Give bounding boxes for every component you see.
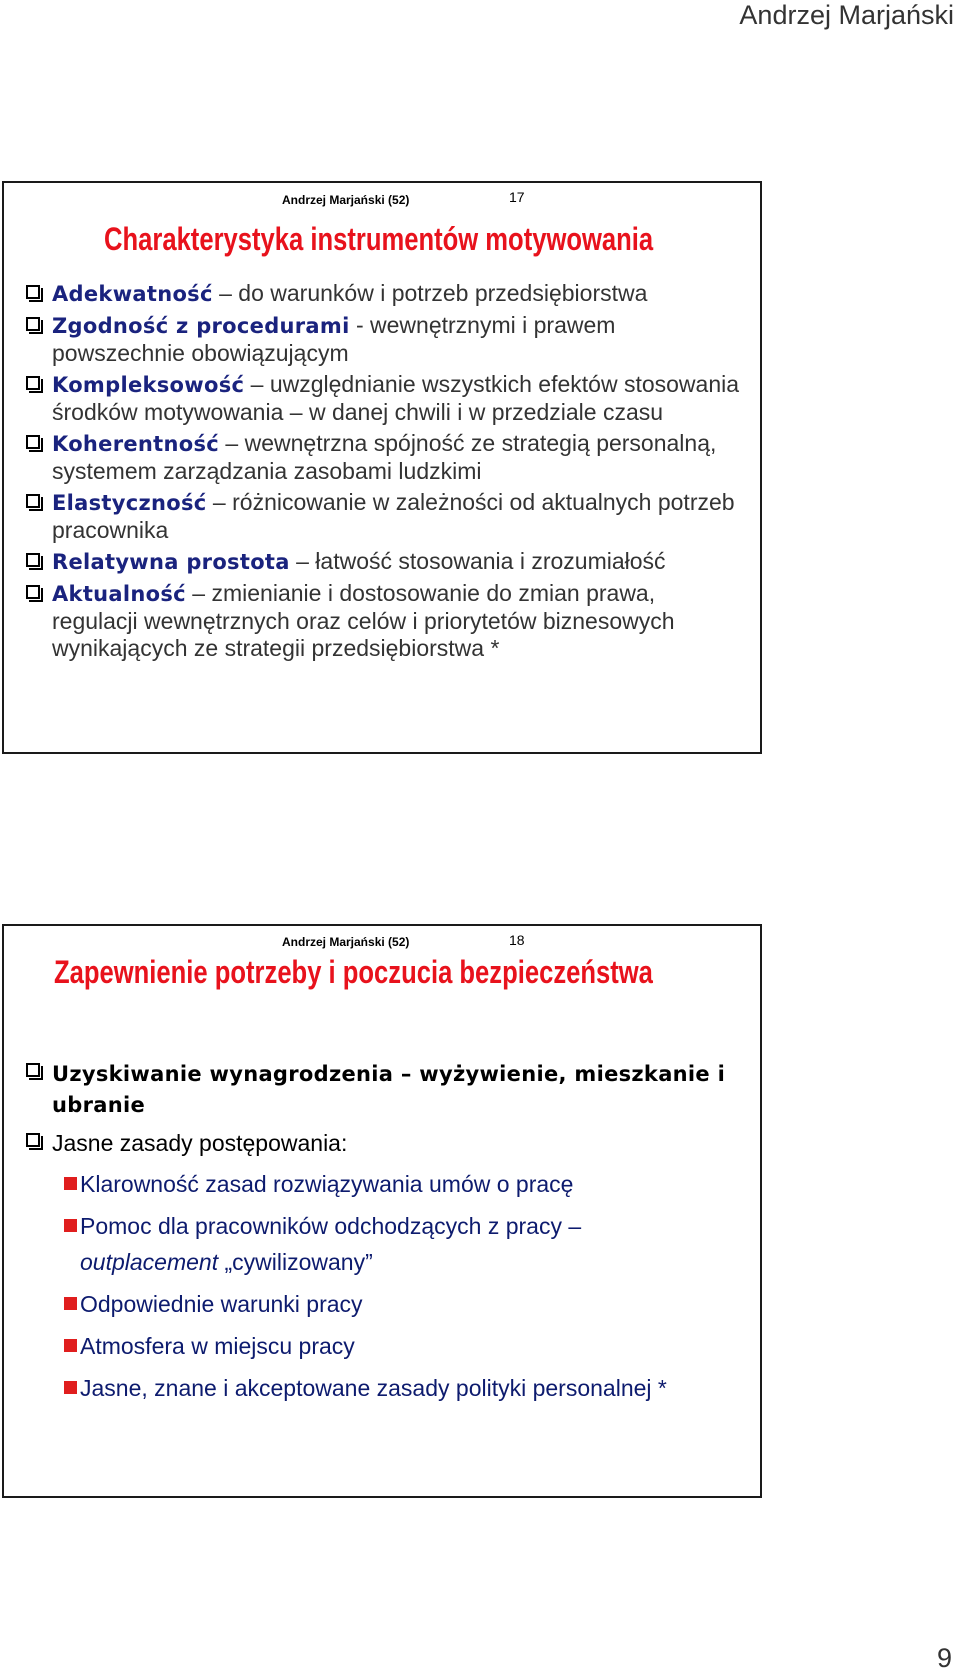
- slide-number: 17: [509, 189, 525, 205]
- square-bullet-icon: [64, 1381, 77, 1394]
- checkbox-bullet-icon: [26, 285, 40, 299]
- list-item: [24, 371, 740, 426]
- slide-header: Andrzej Marjański (52): [282, 193, 410, 207]
- item-text: Uzyskiwanie wynagrodzenia – wyżywienie, mieszkanie i ubranie: [52, 1062, 726, 1117]
- sublist-item: [62, 1370, 702, 1406]
- slide-header: Andrzej Marjański (52): [282, 935, 410, 949]
- checkbox-bullet-icon: [26, 553, 40, 567]
- slide-18: [2, 924, 762, 1498]
- item-text: – zmienianie i dostosowanie do zmian prawa, regulacji wewnętrznych oraz celów i priorytetów biznesowych wynikających ze strategii przedsiębiorstwa *: [52, 580, 675, 661]
- item-term: Koherentność: [52, 432, 220, 456]
- sublist-item-text: Pomoc dla pracowników odchodzących z pracy –: [80, 1213, 582, 1239]
- list-item: [24, 430, 740, 485]
- sublist-item: [62, 1166, 702, 1202]
- checkbox-bullet-icon: [26, 435, 40, 449]
- sublist-item: [62, 1286, 702, 1322]
- item-term: Aktualność: [52, 582, 186, 606]
- item-text: - wewnętrznymi i prawem powszechnie obowiązującym: [52, 312, 616, 366]
- sublist-item-text: Klarowność zasad rozwiązywania umów o pracę: [80, 1171, 574, 1197]
- checkbox-bullet-icon: [26, 1063, 40, 1077]
- item-term: Relatywna prostota: [52, 550, 290, 574]
- square-bullet-icon: [64, 1177, 77, 1190]
- list-item: [24, 312, 740, 367]
- sublist-item-text: „cywilizowany”: [218, 1249, 373, 1275]
- rules-sublist: [62, 1166, 702, 1412]
- criteria-list: [24, 280, 740, 666]
- checkbox-bullet-icon: [26, 1133, 40, 1147]
- square-bullet-icon: [64, 1297, 77, 1310]
- sublist-item-term: outplacement: [80, 1249, 219, 1275]
- item-term: Zgodność z procedurami: [52, 314, 350, 338]
- slide-title: Charakterystyka instrumentów motywowania: [104, 221, 654, 257]
- list-item: [24, 580, 740, 662]
- sublist-item-text: Atmosfera w miejscu pracy: [80, 1333, 355, 1359]
- checkbox-bullet-icon: [26, 494, 40, 508]
- square-bullet-icon: [64, 1219, 77, 1232]
- sublist-item: [62, 1328, 702, 1364]
- item-text: – różnicowanie w zależności od aktualnych potrzeb pracownika: [52, 489, 735, 543]
- item-text: – łatwość stosowania i zrozumiałość: [289, 548, 666, 574]
- sublist-item: [62, 1208, 702, 1280]
- checkbox-bullet-icon: [26, 317, 40, 331]
- slide-17: [2, 181, 762, 754]
- item-text: – uwzględnianie wszystkich efektów stosowania środków motywowania – w danej chwili i w przedziale czasu: [52, 371, 740, 425]
- checkbox-bullet-icon: [26, 376, 40, 390]
- security-list: [24, 1058, 740, 1158]
- list-item: [24, 548, 740, 576]
- slide-number: 18: [509, 932, 525, 948]
- checkbox-bullet-icon: [26, 585, 40, 599]
- sublist-item-text: Odpowiednie warunki pracy: [80, 1291, 363, 1317]
- sublist-item-text: Jasne, znane i akceptowane zasady polityki personalnej *: [80, 1375, 667, 1401]
- list-item: [24, 280, 740, 308]
- item-term: Kompleksowość: [52, 373, 245, 397]
- slide-title: Zapewnienie potrzeby i poczucia bezpieczeństwa: [54, 954, 653, 990]
- list-item: [24, 489, 740, 544]
- list-item: [24, 1058, 740, 1120]
- item-text: – wewnętrzna spójność ze strategią personalną, systemem zarządzania zasobami ludzkimi: [52, 430, 717, 484]
- item-term: Elastyczność: [52, 491, 207, 515]
- item-term: Adekwatność: [52, 282, 213, 306]
- item-text: Jasne zasady postępowania:: [52, 1130, 348, 1156]
- page-author: Andrzej Marjański: [739, 0, 954, 30]
- list-item: [24, 1128, 740, 1158]
- square-bullet-icon: [64, 1339, 77, 1352]
- item-text: – do warunków i potrzeb przedsiębiorstwa: [212, 280, 648, 306]
- page-number: 9: [936, 1643, 952, 1673]
